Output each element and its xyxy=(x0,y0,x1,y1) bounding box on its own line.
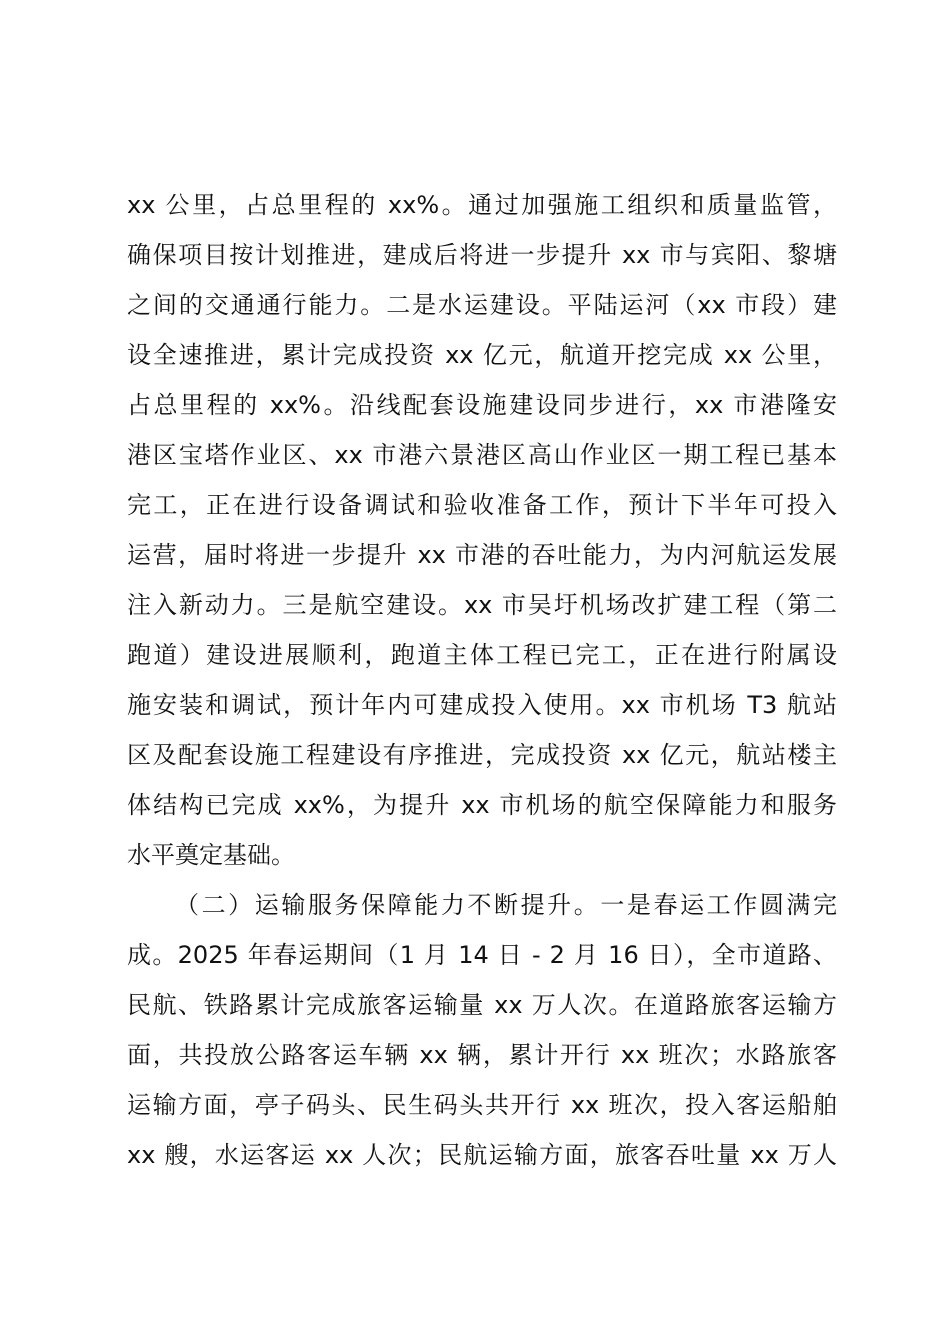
text-line: 面，共投放公路客运车辆 xx 辆，累计开行 xx 班次；水路旅客 xyxy=(127,1041,837,1069)
text-line: 占总里程的 xx%。沿线配套设施建设同步进行，xx 市港隆安 xyxy=(127,391,837,419)
text-line: 运营，届时将进一步提升 xx 市港的吞吐能力，为内河航运发展 xyxy=(127,541,837,569)
text-line: 施安装和调试，预计年内可建成投入使用。xx 市机场 T3 航站 xyxy=(127,691,837,719)
text-line: 成。2025 年春运期间（1 月 14 日 - 2 月 16 日），全市道路、 xyxy=(127,941,837,969)
text-line: 区及配套设施工程建设有序推进，完成投资 xx 亿元，航站楼主 xyxy=(127,741,837,769)
text-line: 体结构已完成 xx%，为提升 xx 市机场的航空保障能力和服务 xyxy=(127,791,837,819)
text-line: 之间的交通通行能力。二是水运建设。平陆运河（xx 市段）建 xyxy=(127,291,837,319)
text-line: xx 公里，占总里程的 xx%。通过加强施工组织和质量监管， xyxy=(127,191,837,219)
section-heading-line: （二）运输服务保障能力不断提升。一是春运工作圆满完 xyxy=(175,891,837,919)
text-line: 港区宝塔作业区、xx 市港六景港区高山作业区一期工程已基本 xyxy=(127,441,837,469)
text-line: 注入新动力。三是航空建设。xx 市吴圩机场改扩建工程（第二 xyxy=(127,591,837,619)
text-line: 民航、铁路累计完成旅客运输量 xx 万人次。在道路旅客运输方 xyxy=(127,991,837,1019)
text-line: 设全速推进，累计完成投资 xx 亿元，航道开挖完成 xx 公里， xyxy=(127,341,837,369)
text-line: 运输方面，亭子码头、民生码头共开行 xx 班次，投入客运船舶 xyxy=(127,1091,837,1119)
text-line: 跑道）建设进展顺利，跑道主体工程已完工，正在进行附属设 xyxy=(127,641,837,669)
body-text xyxy=(127,180,837,1180)
text-line: xx 艘，水运客运 xx 人次；民航运输方面，旅客吞吐量 xx 万人 xyxy=(127,1141,837,1169)
text-line: 确保项目按计划推进，建成后将进一步提升 xx 市与宾阳、黎塘 xyxy=(127,241,837,269)
text-line: 完工，正在进行设备调试和验收准备工作，预计下半年可投入 xyxy=(127,491,837,519)
paragraph-end-line: 水平奠定基础。 xyxy=(127,841,295,869)
